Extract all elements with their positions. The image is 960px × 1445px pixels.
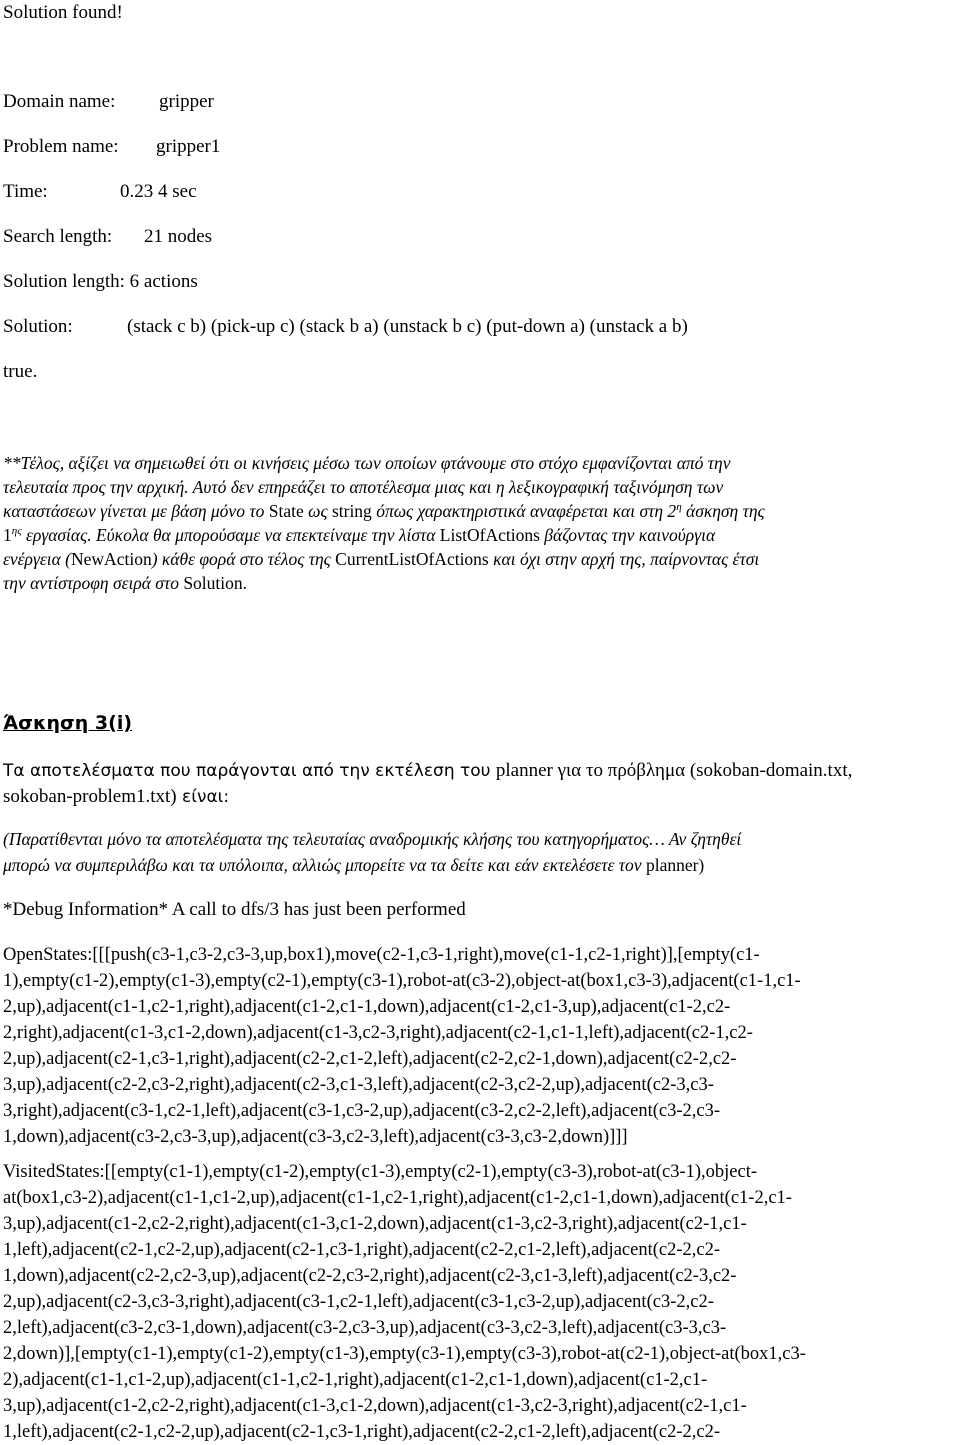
state-line: 1,left),adjacent(c2-1,c2-2,up),adjacent(c2-1,c3-1,right),adjacent(c2-2,c1-2,left),adjacent(c2-2,c2-: [3, 1240, 721, 1260]
problem-value: gripper1: [156, 136, 221, 157]
state-line: 1,left),adjacent(c2-1,c2-2,up),adjacent(c2-1,c3-1,right),adjacent(c2-2,c1-2,left),adjacent(c2-2,c2-: [3, 1422, 721, 1442]
state-line: 2,up),adjacent(c2-3,c3-3,right),adjacent(c3-1,c2-1,left),adjacent(c3-1,c3-2,up),adjacent(c3-2,c2-: [3, 1292, 714, 1312]
state-line: 2,up),adjacent(c2-1,c3-1,right),adjacent(c2-2,c1-2,left),adjacent(c2-2,c2-1,down),adjacent(c2-2,c2-: [3, 1049, 737, 1069]
state-line: VisitedStates:[[empty(c1-1),empty(c1-2),empty(c1-3),empty(c2-1),empty(c3-3),robot-at(c3-1),object-: [3, 1162, 758, 1182]
search-length-label: Search length:: [3, 226, 113, 247]
time-label: Time:: [3, 181, 48, 202]
true-text: true.: [3, 361, 38, 382]
state-line: 3,up),adjacent(c1-2,c2-2,right),adjacent(c1-3,c1-2,down),adjacent(c1-3,c2-3,right),adjacent(c2-1,c1-: [3, 1214, 747, 1234]
note-line: τελευταία προς την αρχική. Αυτό δεν επηρεάζει το αποτέλεσμα μιας και η λεξικογραφική ταξινόμηση των: [3, 477, 724, 497]
solution-length-text: Solution length: 6 actions: [3, 271, 198, 292]
section-heading: Άσκηση 3(i): [3, 712, 133, 734]
state-line: at(box1,c3-2),adjacent(c1-1,c1-2,up),adjacent(c1-1,c2-1,right),adjacent(c1-2,c1-1,down),adjacent(c1-2,c1-: [3, 1188, 792, 1208]
solution-value: (stack c b) (pick-up c) (stack b a) (unstack b c) (put-down a) (unstack a b): [127, 316, 688, 337]
remark-line: μπορώ να συμπεριλάβω και τα υπόλοιπα, αλλιώς μπορείτε να τα δείτε και εάν εκτελέσετε τον planner): [3, 855, 705, 875]
state-line: 2,right),adjacent(c1-3,c1-2,down),adjacent(c1-3,c2-3,right),adjacent(c2-1,c1-1,left),adjacent(c2-1,c2-: [3, 1023, 753, 1043]
state-line: 3,up),adjacent(c1-2,c2-2,right),adjacent(c1-3,c1-2,down),adjacent(c1-3,c2-3,right),adjacent(c2-1,c1-: [3, 1396, 747, 1416]
note-line: καταστάσεων γίνεται με βάση μόνο το State ως string όπως χαρακτηριστικά αναφέρεται και στη $2^\eta$ άσκηση της: [3, 501, 765, 521]
note-line: την αντίστροφη σειρά στο Solution.: [3, 573, 248, 593]
time-value: 0.23 4 sec: [120, 181, 197, 202]
note-line: $1^{\eta\varsigma}$ εργασίας. Εύκολα θα μπορούσαμε να επεκτείναμε την λίστα ListOfActions βάζοντας την καινούργια: [3, 525, 716, 545]
state-line: 2,left),adjacent(c3-2,c3-1,down),adjacent(c3-2,c3-3,up),adjacent(c3-3,c2-3,left),adjacent(c3-3,c3-: [3, 1318, 727, 1338]
domain-value: gripper: [159, 91, 214, 112]
state-line: 2,down)],[empty(c1-1),empty(c1-2),empty(c1-3),empty(c3-1),empty(c3-3),robot-at(c2-1),object-at(box1,c3-: [3, 1344, 806, 1364]
note-paragraph: [3, 451, 957, 595]
remark-paragraph: [3, 826, 957, 878]
state-line: 2),adjacent(c1-1,c1-2,up),adjacent(c1-1,c2-1,right),adjacent(c1-2,c1-1,down),adjacent(c1-2,c1-: [3, 1370, 708, 1390]
domain-label: Domain name:: [3, 91, 116, 112]
visited-states-block: [3, 1159, 959, 1445]
state-line: 1,down),adjacent(c3-2,c3-3,up),adjacent(c3-3,c2-3,left),adjacent(c3-3,c3-2,down)]]]: [3, 1127, 628, 1147]
state-line: OpenStates:[[[push(c3-1,c3-2,c3-3,up,box1),move(c2-1,c3-1,right),move(c1-1,c2-1,right)],[empty(c1-: [3, 945, 760, 965]
intro-line: Τα αποτελέσματα που παράγονται από την εκτέλεση του planner για το πρόβλημα (sokoban-domain.txt,: [3, 760, 853, 781]
problem-label: Problem name:: [3, 136, 119, 157]
open-states-block: [3, 942, 959, 1150]
debug-info: *Debug Information* A call to dfs/3 has just been performed: [3, 899, 466, 920]
intro-line: sokoban-problem1.txt) είναι:: [3, 786, 230, 807]
state-line: 3,right),adjacent(c3-1,c2-1,left),adjacent(c3-1,c3-2,up),adjacent(c3-2,c2-2,left),adjacent(c3-2,c3-: [3, 1101, 721, 1121]
intro-paragraph: [3, 758, 957, 810]
state-line: 3,up),adjacent(c2-2,c3-2,right),adjacent(c2-3,c1-3,left),adjacent(c2-3,c2-2,up),adjacent(c2-3,c3-: [3, 1075, 714, 1095]
note-line: **Τέλος, αξίζει να σημειωθεί ότι οι κινήσεις μέσω των οποίων φτάνουμε στο στόχο εμφανίζονται από την: [3, 453, 731, 473]
state-line: 1,down),adjacent(c2-2,c2-3,up),adjacent(c2-2,c3-2,right),adjacent(c2-3,c1-3,left),adjacent(c2-3,c2-: [3, 1266, 737, 1286]
state-line: 2,up),adjacent(c1-1,c2-1,right),adjacent(c1-2,c1-1,down),adjacent(c1-2,c1-3,up),adjacent(c1-2,c2-: [3, 997, 731, 1017]
search-length-value: 21 nodes: [144, 226, 213, 247]
state-line: 1),empty(c1-2),empty(c1-3),empty(c2-1),empty(c3-1),robot-at(c3-2),object-at(box1,c3-3),adjacent(c1-1,c1-: [3, 971, 801, 991]
remark-line: (Παρατίθενται μόνο τα αποτελέσματα της τελευταίας αναδρομικής κλήσης του κατηγορήματος… Αν ζητηθεί: [3, 829, 742, 849]
status-text: Solution found!: [3, 2, 123, 23]
solution-label: Solution:: [3, 316, 73, 337]
note-line: ενέργεια (NewAction) κάθε φορά στο τέλος της CurrentListOfActions και όχι στην αρχή της, παίρνοντας έτσι: [3, 549, 760, 569]
